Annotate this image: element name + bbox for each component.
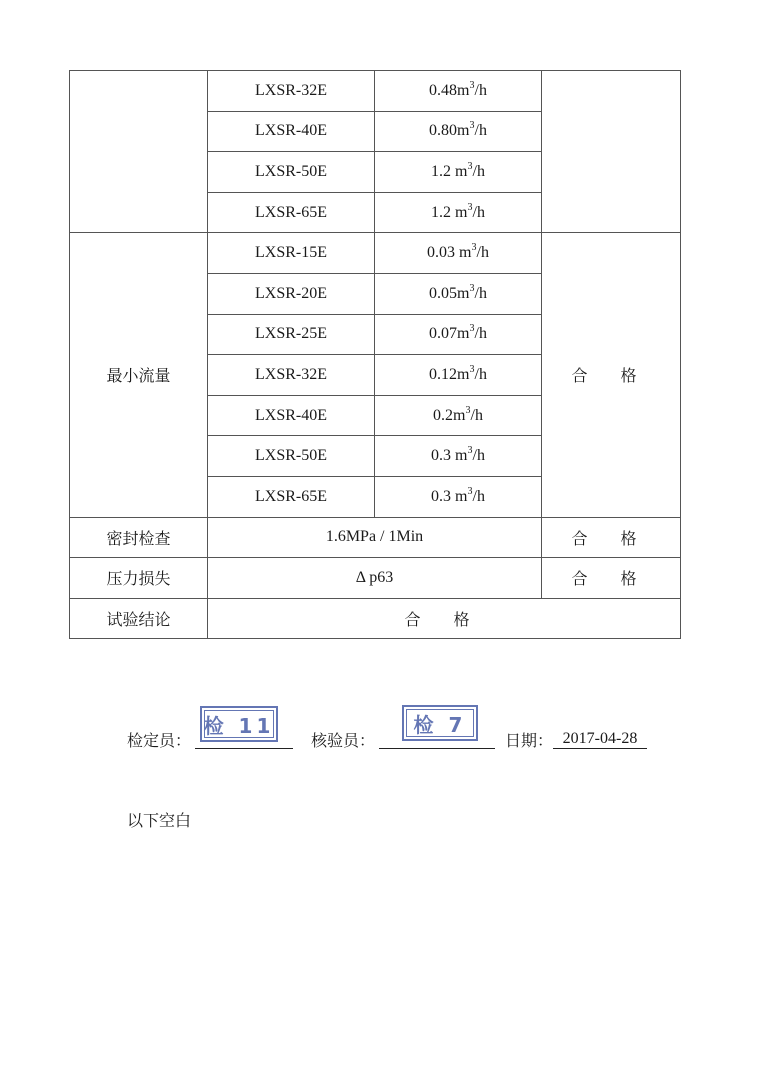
model-cell: LXSR-32E bbox=[208, 71, 375, 112]
flow-unit: /h bbox=[470, 406, 483, 424]
table-row bbox=[70, 71, 681, 112]
model-cell: LXSR-65E bbox=[208, 476, 375, 517]
flow-cell bbox=[375, 395, 542, 436]
flow-cell bbox=[375, 476, 542, 517]
flow-cell bbox=[375, 152, 542, 193]
flow-group-top-label bbox=[70, 71, 208, 233]
flow-unit: /h bbox=[472, 162, 485, 180]
flow-cell bbox=[375, 192, 542, 233]
cubic-superscript: 3 bbox=[467, 445, 473, 457]
flow-unit: /h bbox=[472, 203, 485, 221]
cubic-superscript: 3 bbox=[471, 242, 477, 254]
flow-value: 0.03 m bbox=[427, 244, 472, 262]
model-cell: LXSR-25E bbox=[208, 314, 375, 355]
verifier-label: 检定员： bbox=[127, 731, 192, 750]
pressure-value: Δ p63 bbox=[208, 558, 542, 599]
flow-unit: /h bbox=[474, 325, 487, 343]
flow-value: 0.48m bbox=[429, 81, 470, 99]
flow-cell bbox=[375, 436, 542, 477]
seal-value: 1.6MPa / 1Min bbox=[208, 517, 542, 558]
flow-value: 0.3 m bbox=[431, 447, 468, 465]
cubic-superscript: 3 bbox=[469, 79, 475, 91]
flow-cell bbox=[375, 111, 542, 152]
cubic-superscript: 3 bbox=[467, 201, 473, 213]
cubic-superscript: 3 bbox=[469, 120, 475, 132]
model-cell: LXSR-50E bbox=[208, 152, 375, 193]
model-cell: LXSR-20E bbox=[208, 273, 375, 314]
cubic-superscript: 3 bbox=[469, 323, 475, 335]
flow-value: 1.2 m bbox=[431, 203, 468, 221]
model-cell: LXSR-32E bbox=[208, 355, 375, 396]
flow-cell bbox=[375, 355, 542, 396]
model-cell: LXSR-15E bbox=[208, 233, 375, 274]
flow-cell bbox=[375, 314, 542, 355]
cubic-superscript: 3 bbox=[469, 363, 475, 375]
flow-group-top bbox=[70, 71, 681, 233]
model-cell: LXSR-50E bbox=[208, 436, 375, 477]
cubic-superscript: 3 bbox=[467, 485, 473, 497]
verifier-stamp: 检 11 bbox=[200, 706, 278, 742]
flow-value: 0.05m bbox=[429, 284, 470, 302]
flow-group-min bbox=[70, 233, 681, 517]
flow-unit: /h bbox=[474, 81, 487, 99]
conclusion-value: 合 格 bbox=[208, 598, 681, 639]
table-row-pressure bbox=[70, 558, 681, 599]
cubic-superscript: 3 bbox=[467, 160, 473, 172]
flow-unit: /h bbox=[472, 487, 485, 505]
flow-unit: /h bbox=[472, 447, 485, 465]
inspection-table bbox=[69, 70, 681, 639]
flow-cell bbox=[375, 233, 542, 274]
checker-stamp: 检 7 bbox=[402, 705, 478, 741]
flow-unit: /h bbox=[474, 122, 487, 140]
model-cell: LXSR-65E bbox=[208, 192, 375, 233]
flow-unit: /h bbox=[474, 284, 487, 302]
table-row-conclusion bbox=[70, 598, 681, 639]
table-row-seal bbox=[70, 517, 681, 558]
flow-value: 0.80m bbox=[429, 122, 470, 140]
seal-label: 密封检查 bbox=[70, 517, 208, 558]
flow-value: 1.2 m bbox=[431, 162, 468, 180]
min-flow-label: 最小流量 bbox=[70, 233, 208, 517]
pressure-result: 合 格 bbox=[542, 558, 681, 599]
seal-result: 合 格 bbox=[542, 517, 681, 558]
cubic-superscript: 3 bbox=[469, 282, 475, 294]
date-value: 2017-04-28 bbox=[553, 730, 647, 749]
blank-below-note: 以下空白 bbox=[127, 811, 192, 830]
model-cell: LXSR-40E bbox=[208, 395, 375, 436]
model-cell: LXSR-40E bbox=[208, 111, 375, 152]
flow-unit: /h bbox=[474, 365, 487, 383]
checker-label: 核验员： bbox=[311, 731, 376, 750]
flow-cell bbox=[375, 273, 542, 314]
flow-cell bbox=[375, 71, 542, 112]
flow-value: 0.3 m bbox=[431, 487, 468, 505]
cubic-superscript: 3 bbox=[465, 404, 471, 416]
flow-group-top-result bbox=[542, 71, 681, 233]
pressure-label: 压力损失 bbox=[70, 558, 208, 599]
table-row bbox=[70, 233, 681, 274]
flow-value: 0.07m bbox=[429, 325, 470, 343]
flow-unit: /h bbox=[476, 244, 489, 262]
summary-rows bbox=[70, 517, 681, 639]
flow-value: 0.2m bbox=[433, 406, 466, 424]
flow-value: 0.12m bbox=[429, 365, 470, 383]
conclusion-label: 试验结论 bbox=[70, 598, 208, 639]
date-label: 日期： bbox=[505, 731, 554, 750]
min-flow-result: 合 格 bbox=[542, 233, 681, 517]
